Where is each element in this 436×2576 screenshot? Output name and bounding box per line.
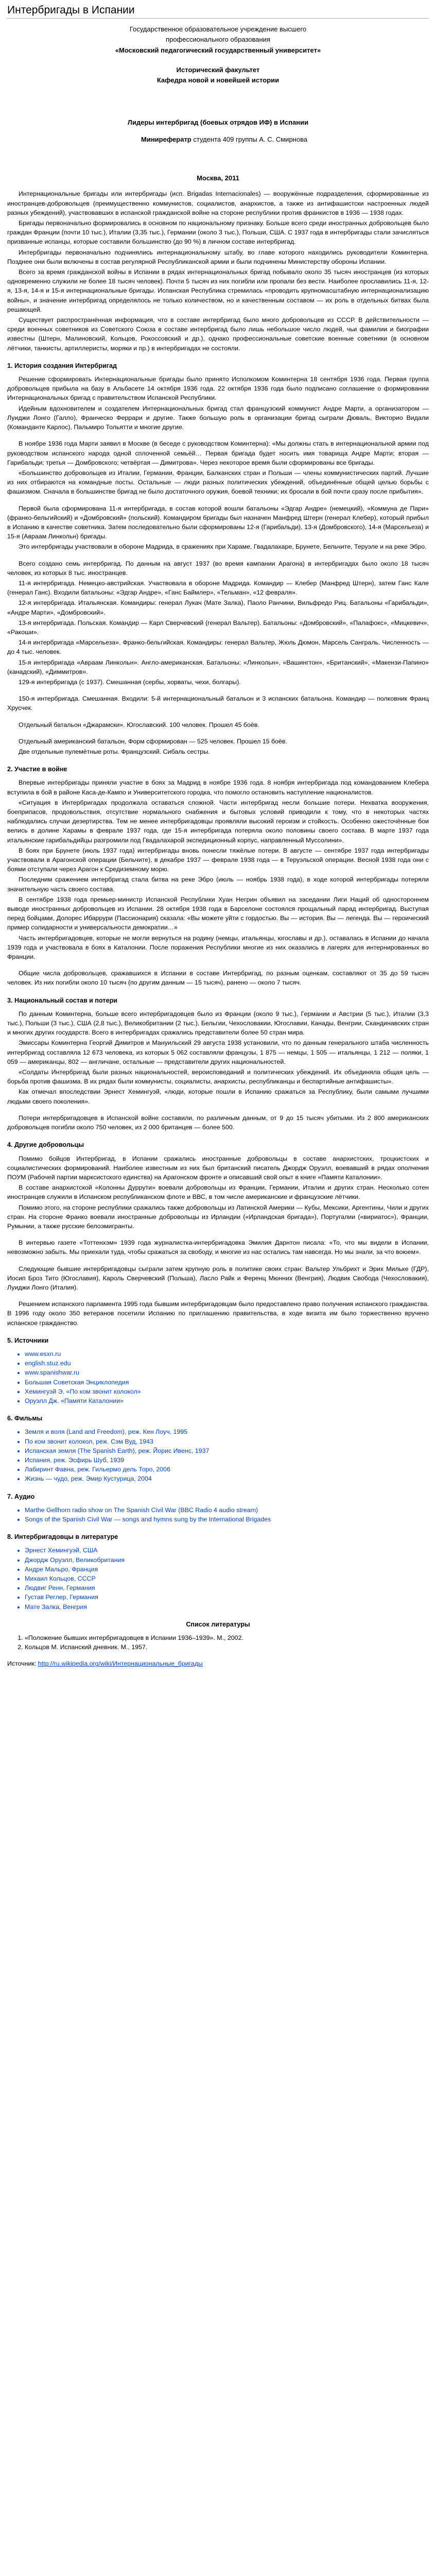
footer-source	[7, 1659, 429, 1668]
section-paragraph: 13-я интербригада. Польская. Командир — Карл Сверчевский (генерал Вальтер). Батальоны: «Домбровский», «Палафокс», «Мицкевич», «Ракоши».	[7, 619, 429, 636]
section-heading: 4. Другие добровольцы	[7, 1141, 84, 1149]
person-item[interactable]: • Андре Мальро, Франция	[25, 1565, 429, 1574]
section-paragraph: Решение сформировать Интернациональные бригады было принято Исполкомом Коминтерна 18 сентября 1936 года. Первая группа добровольцев прибыла на базу в Альбасете 14 октября 1936 года. 22 октября 1936 года было подписано соглашение о формировании Интернациональных бригад с правительством Испанской Республики.	[7, 376, 429, 402]
source-item[interactable]: • english.stuz.edu	[25, 1359, 429, 1368]
film-item[interactable]: • Испания, реж. Эсфирь Шуб, 1939	[25, 1455, 429, 1465]
films-list	[7, 1427, 429, 1483]
title-page-header	[7, 25, 429, 127]
people-list	[7, 1546, 429, 1611]
department-name: Кафедра новой и новейшей истории	[156, 76, 280, 84]
intro-paragraph: Интербригады первоначально подчинялись интернациональному штабу, во главе которого находились руководители Коминтерна. Позднее они были включены в состав регулярной Республиканской армии и были подчинены Министерству обороны Испании.	[7, 248, 429, 265]
section-paragraph: «Большинство добровольцев из Италии, Германии, Франции, Балканских стран и Польши — члены коммунистических партий. Лучшие из них отбираются на командные посты. Остальные — люди разных политических убеждений, объединённые общей целью борьбы с фашизмом. Сначала в большинстве бригад не было достаточного оружия, боевой техники; их бросали в бой почти сразу после прибытия».	[7, 469, 429, 496]
source-item[interactable]: • www.esxn.ru	[25, 1349, 429, 1359]
author-line	[141, 135, 429, 143]
university-name: «Московский педагогический государственный университет»	[115, 46, 321, 54]
person-item[interactable]: • Густав Реглер, Германия	[25, 1592, 429, 1602]
body-sections	[7, 361, 429, 1328]
literature-heading: Список литературы	[186, 1620, 250, 1628]
section-paragraph: Потери интербригадовцев в Испанской войне составили, по различным данным, от 9 до 15 тысяч убитыми. Из 2 800 американских добровольцев погибли около 750 человек, из 2 000 британцев — более 500.	[7, 1114, 429, 1131]
person-item[interactable]: • Джордж Оруэлл, Великобритания	[25, 1555, 429, 1565]
section-paragraph: Идейным вдохновителем и создателем Интернациональных бригад стал французский коммунист Андре Марти, а организатором — Луиджи Лонго (Галло), Франческо Феррари и другие. Также большую роль в организации бригад сыграли Дюваль, Викторио Видали (Команданте Карлос), Пальмиро Тольятти и многие другие.	[7, 404, 429, 431]
section-paragraph: Общие числа добровольцев, сражавшихся в Испании в составе Интербригад, по разным оценкам, составляют от 35 до 59 тысяч человек. Из них погибли около 10 тысяч (по другим данным — 15 тысяч), ранено — около 7 тысяч.	[7, 970, 429, 987]
person-item[interactable]: • Мате Залка, Венгрия	[25, 1602, 429, 1612]
section-paragraph: Решением испанского парламента 1995 года бывшим интербригадовцам было предоставлено право получения испанского гражданства. В 1996 году около 350 ветеранов посетили Испанию по приглашению правительства, в ходе визита им было торжественно вручено испанское гражданство.	[7, 1300, 429, 1327]
section-paragraph: Последним сражением интербригад стала битва на реке Эбро (июль — ноябрь 1938 года), в ходе которой интербригады потеряли значительную часть своего состава.	[7, 876, 429, 893]
section-block	[7, 361, 429, 432]
section-block	[7, 1264, 429, 1293]
essay-topic: Лидеры интербригад (боевых отрядов ИФ) в Испании	[127, 118, 309, 127]
institution-line-2: профессионального образования	[166, 36, 270, 44]
film-item[interactable]: • Земля и воля (Land and Freedom), реж. Кен Лоуч, 1995	[25, 1427, 429, 1436]
films-heading: 6. Фильмы	[7, 1415, 43, 1422]
audio-item[interactable]: • Songs of the Spanish Civil War — songs and hymns sung by the International Brigades	[25, 1515, 429, 1524]
audio-list	[7, 1505, 429, 1524]
person-item[interactable]: • Михаил Кольцов, СССР	[25, 1574, 429, 1583]
source-link[interactable]: http://ru.wikipedia.org/wiki/Интернациональные_бригады	[38, 1660, 203, 1668]
literature-item: 2. Кольцов М. Испанский дневник. М., 1957.	[25, 1642, 429, 1652]
section-paragraph: Первой была сформирована 11-я интербригада, в состав которой вошли батальоны «Эдгар Андре» (немецкий), «Коммуна де Пари» (франко-бельгийский) и «Домбровский» (польский). Командиром бригады был назначен Манфред Штерн (генерал Клебер), который прибыл в Испанию в качестве советника. Затем последовательно были сформированы 12-я (Гарибальди), 13-я (Домбровского), 14-я (Марсельеза) и 15-я (Авраам Линкольн) бригады.	[7, 504, 429, 540]
section-paragraph: Отдельный батальон «Джарамски». Югославский. 100 человек. Прошел 45 боёв.	[19, 721, 259, 728]
film-item[interactable]: • Жизнь — чудо, реж. Эмир Кустурица, 2004	[25, 1474, 429, 1483]
section-block	[7, 504, 429, 552]
audio-item[interactable]: • Marthe Gellhorn radio show on The Spanish Civil War (BBC Radio 4 audio stream)	[25, 1505, 429, 1515]
literature-item: 1. «Положение бывших интербригадовцев в Испании 1936–1939». М., 2002.	[25, 1633, 429, 1642]
section-block	[7, 694, 429, 713]
section-block	[7, 1238, 429, 1257]
audio-heading: 7. Аудио	[7, 1493, 35, 1500]
section-paragraph: Помимо бойцов Интербригад, в Испании сражались иностранные добровольцы в составе анархистских, троцкистских и социалистических формирований. Наиболее известным из них был британский писатель Джордж Оруэлл, воевавший в рядах ополчения ПОУМ (Рабочей партии марксистского единства) на Арагонском фронте и описавший свой опыт в книге «Памяти Каталонии».	[7, 1155, 429, 1181]
section-block	[7, 765, 429, 961]
section-block	[7, 969, 429, 987]
literature-list	[7, 1633, 429, 1652]
section-paragraph: Отдельный американский батальон, Форм сформирован — 525 человек. Прошел 15 боёв.	[19, 737, 287, 745]
intro-paragraph: Существует распространённая информация, что в составе интербригад было много добровольцев из СССР. В действительности — среди военных советников из Советского Союза в составе интербригад было лишь небольшое число людей, чьи фамилии и биографии известны (Штерн, Малиновский, Кольцов, Рокоссовский и др.), однако профессиональные советские военные советники (в основном лётчики, танкисты, артиллеристы, моряки и пр.) в интербригадах не состояли.	[7, 316, 429, 352]
film-item[interactable]: • По ком звонит колокол, реж. Сэм Вуд, 1943	[25, 1437, 429, 1446]
person-item[interactable]: • Людвиг Ренн, Германия	[25, 1583, 429, 1592]
section-paragraph: Две отдельные пулемётные роты. Французский. Сибаль сестры.	[19, 748, 210, 755]
source-item[interactable]: • Большая Советская Энциклопедия	[25, 1378, 429, 1387]
faculty-name: Исторический факультет	[176, 65, 260, 74]
section-paragraph: Всего создано семь интербригад. По данным на август 1937 (во время кампании Арагона) в интербригадах было около 18 тысяч человек, из которых 8 тыс. иностранцев.	[7, 560, 429, 577]
intro-paragraph: Бригады первоначально формировались в основном по национальному признаку. Больше всего среди иностранных добровольцев было граждан Франции (почти 10 тыс.), Италии (3,35 тыс.), Германии (около 3 тыс.), Польши, США. С 1937 года в интербригады стали зачисляться призванные испанцы, которые составили большинство (до 90 %) в личном составе интербригад.	[7, 219, 429, 246]
sources-list	[7, 1349, 429, 1405]
intro-paragraph: Интернациональные бригады или интербригады (исп. Brigadas Internacionales) — вооружённые подразделения, сформированные из иностранцев-добровольцев (преимущественно коммунистов, социалистов, анархистов, а также из антифашистски настроенных людей разных убеждений), участвовавших в испанской гражданской войне на стороне республики против франкистов в 1936 — 1938 годах.	[7, 190, 429, 216]
person-item[interactable]: • Эрнест Хемингуэй, США	[25, 1546, 429, 1555]
section-paragraph: Следующие бывшие интербригадовцы сыграли затем крупную роль в политике своих стран: Вальтер Ульбрихт и Эрих Мильке (ГДР), Иосип Броз Тито (Югославия), Кароль Сверчевский (Польша), Ласло Райк и Ференц Мюнних (Венгрия), Людвик Свобода (Чехословакия), Луиджи Лонго (Италия).	[7, 1265, 429, 1291]
source-item[interactable]: • Оруэлл Дж. «Памяти Каталонии»	[25, 1396, 429, 1405]
section-paragraph: В сентябре 1938 года премьер-министр Испанской Республики Хуан Негрин объявил на заседании Лиги Наций об одностороннем выводе иностранных добровольцев из Испании. 28 октября 1938 года в Барселоне состоялся прощальный парад интербригад. Выступая перед бойцами, Долорес Ибаррури (Пассионария) сказала: «Вы можете уйти с гордостью. Вы — история. Вы — легенда. Вы — героический пример солидарности и универсальности демократии…»	[7, 895, 429, 931]
section-block	[7, 1140, 429, 1231]
section-paragraph: 14-я интербригада «Марсельеза». Франко-бельгийская. Командиры: генерал Вальтер, Жюль Дюмон, Марсель Санграль. Численность — до 4 тыс. человек.	[7, 639, 429, 656]
institution-line-1: Государственное образовательное учреждение высшего	[129, 25, 307, 33]
section-block	[7, 1299, 429, 1328]
author-text: студента 409 группы А. С. Смирнова	[193, 135, 308, 144]
section-block	[7, 996, 429, 1106]
source-item[interactable]: • Хемингуэй Э. «По ком звонит колокол»	[25, 1387, 429, 1396]
section-paragraph: В ноябре 1936 года Марти заявил в Москве (в беседе с руководством Коминтерна): «Мы должны стать в интернациональной армии под руководством испанского народа одной сплоченной семьёй… Первая бригада будет носить имя товарища Андре Марти; вторая — Гарибальди; третья — Домбровского; четвёртая — Димитрова». Через некоторое время были сформированы все бригады.	[7, 440, 429, 466]
section-paragraph: Впервые интербригады приняли участие в боях за Мадрид в ноябре 1936 года. 8 ноября интербригада под командованием Клебера вступила в бой в районе Каса-де-Кампо и Университетского городка, что помогло остановить наступление националистов.	[7, 779, 429, 796]
section-block	[7, 559, 429, 687]
city-year: Москва, 2011	[197, 174, 239, 182]
section-paragraph: Как отмечал впоследствии Эрнест Хемингуэй, «люди, которые пошли в Испанию сражаться за Республику, были самыми лучшими людьми своего поколения».	[7, 1088, 429, 1105]
section-heading: 1. История создания Интербригад	[7, 362, 117, 369]
source-item[interactable]: • www.spanishwar.ru	[25, 1368, 429, 1377]
sources-heading: 5. Источники	[7, 1336, 49, 1344]
author-label: Минирефератр	[141, 135, 191, 144]
section-block	[7, 1113, 429, 1132]
film-item[interactable]: • Лабиринт Фавна, реж. Гильермо дель Торо, 2006	[25, 1465, 429, 1474]
section-block	[7, 720, 429, 730]
section-paragraph: 15-я интербригада «Авраам Линкольн». Англо-американская. Батальоны: «Линкольн», «Вашингтон», «Британский», «Макензи-Папино» (канадский), «Диммитров».	[7, 658, 429, 675]
section-paragraph: 150-я интербригада. Смешанная. Входили: 5-й интернациональный батальон и 3 испанских батальона. Командир — полковник Франц Хрусчек.	[7, 695, 429, 712]
section-paragraph: 11-я интербригада. Немецко-австрийская. Участвовала в обороне Мадрида. Командир — Клебер (Манфред Штерн), затем Ганс Кале (генерал Ганс). Входили батальоны: «Эдгар Андре», «Ганс Баймлер», «Тельман», «12 февраля».	[7, 579, 429, 597]
intro-text	[7, 189, 429, 352]
section-paragraph: Помимо этого, на стороне республики сражались также добровольцы из Латинской Америки — Кубы, Мексики, Аргентины, Чили и других стран. На стороне Франко воевали иностранные добровольцы из Ирландии («Ирландская бригада»), Португалии («вириатос»), Франции, Румынии, а также русские белоэмигранты.	[7, 1204, 429, 1230]
section-paragraph: По данным Коминтерна, больше всего интербригадовцев было из Франции (около 9 тыс.), Германии и Австрии (5 тыс.), Италии (3,3 тыс.), Польши (3 тыс.), США (2,8 тыс.), Великобритании (2 тыс.), Бельгии, Чехословакии, Югославии, Канады, Венгрии, Скандинавских стран и многих других государств. Всего в интербригадах сражались представители более 50 стран мира.	[7, 1010, 429, 1037]
section-paragraph: Это интербригады участвовали в обороне Мадрида, в сражениях при Хараме, Гвадалахаре, Брунете, Бельчите, Теруэле и на реке Эбро.	[19, 543, 427, 551]
section-paragraph: «Ситуация в Интербригадах продолжала оставаться сложной. Части интербригад несли большие потери. Нехватка вооружения, боеприпасов, продовольствия, отсутствие нормального снабжения и бытовых условий приводили к тому, что в некоторых частях наблюдались случаи дезертирства. Тем не менее интербригадовцы проявляли высокий героизм и стойкость. Особенно ожесточённые бои велись в долине Харамы в феврале 1937 года, где 15-я интербригада потеряла около половины своего состава. В марте 1937 года итальянские гарибальдийцы разгромили под Гвадалахарой экспедиционный корпус, направленный Муссолини».	[7, 799, 429, 844]
section-heading: 3. Национальный состав и потери	[7, 996, 118, 1004]
page-title: Интербригады в Испании	[7, 3, 429, 19]
section-paragraph: В интервью газете «Тоттенхэм» 1939 года журналистка-интербригадовка Эмилия Дарнтон писала: «То, что мы видели в Испании, невозможно забыть. Мы приехали туда, чтобы сражаться за свободу, и многие из нас остались там навсегда. Но мы знали, за что воюем».	[7, 1239, 429, 1256]
people-heading: 8. Интербригадовцы в литературе	[7, 1533, 118, 1541]
section-paragraph: 129-я интербригада (с 1937). Смешанная (сербы, хорваты, чехи, болгары).	[19, 678, 241, 686]
section-paragraph: Часть интербригадовцев, которые не могли вернуться на родину (немцы, итальянцы, югославы и др.), оставалась в Испании до начала 1939 года и участвовала в боях в Каталонии. После поражения Республики многие из них оказались в лагерях для интернированных во Франции.	[7, 934, 429, 961]
footer-label: Источник:	[7, 1660, 37, 1668]
section-paragraph: В боях при Брунете (июль 1937 года) интербригады вновь понесли тяжёлые потери. В августе — сентябре 1937 года интербригады участвовали в Арагонской операции (Бельчите), в декабре 1937 — феврале 1938 года — в Теруэльской операции. Весной 1938 года они с боями отступали через Арагон к Средиземному морю.	[7, 846, 429, 873]
intro-paragraph: Всего за время гражданской войны в Испании в рядах интернациональных бригад побывало около 35 тысяч иностранцев (из которых одновременно служили не более 18 тысяч человек). Почти 5 тысяч из них погибли или пропали без вести. Наиболее прославились 11-я, 12-я, 13-я, 14-я и 15-я интернациональные бригады. Испанская Республика стремилась «проводить крупномасштабную интернационализацию войны», и значение интербригад определялось не только количеством, но и качественным составом — их роль в отдельных битвах была решающей.	[7, 268, 429, 313]
appendix	[7, 1336, 429, 1669]
section-paragraph: В составе анархистской «Колонны Дуррути» воевали добровольцы из Франции, Германии, Италии и других стран. Несколько сотен иностранцев служили в Испанском республиканском флоте и ВВС, в том числе американские и французские лётчики.	[7, 1184, 429, 1201]
section-heading: 2. Участие в войне	[7, 766, 67, 773]
section-paragraph: «Солдаты Интербригад были разных национальностей, вероисповеданий и политических убеждений. Их объединяла общая цель — борьба против фашизма. В их рядах были коммунисты, социалисты, анархисты, республиканцы и беспартийные антифашисты».	[7, 1069, 429, 1086]
section-paragraph: Эмиссары Коминтерна Георгий Димитров и Мануильский 29 августа 1938 установили, что по данным генерального штаба численность интербригад составляла 12 673 человека, из которых 5 062 составляли французы, 1 875 — немцы, 1 505 — итальянцы, 1 212 — поляки, 1 059 — американцы, 802 — англичане, остальные — представители других национальностей.	[7, 1039, 429, 1065]
section-block	[7, 737, 429, 756]
film-item[interactable]: • Испанская земля (The Spanish Earth), реж. Йорис Ивенс, 1937	[25, 1446, 429, 1455]
section-paragraph: 12-я интербригада. Итальянская. Командиры: генерал Лукач (Мате Залка), Паоло Ранчини, Вильфредо Риц. Батальоны «Гарибальди», «Андре Марти», «Домбровский».	[7, 599, 429, 616]
section-block	[7, 439, 429, 496]
